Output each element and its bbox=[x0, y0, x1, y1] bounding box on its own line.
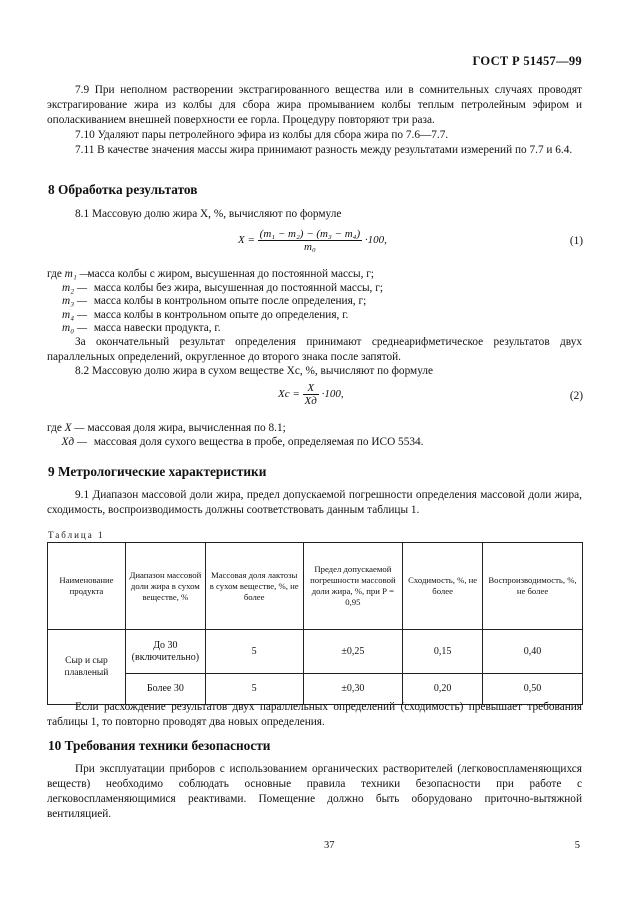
para-7-9: 7.9 При неполном растворении экстрагированного вещества или в сомнительных случаях проводят экстрагирование жира из колбы для сбора жира промыванием колбы теплым петролейным эфиром и ополаскиванием внешней поверхности ее горла. Процедуру повторяют три раза. bbox=[47, 84, 582, 126]
variable-desc: массовая доля сухого вещества в пробе, определяемая по ИСО 5534. bbox=[93, 435, 424, 448]
variable-desc: масса колбы с жиром, высушенная до постоянной массы, г; bbox=[87, 268, 375, 280]
formula-2-label: (2) bbox=[569, 390, 583, 402]
convergence-cell: 0,20 bbox=[403, 674, 483, 705]
lactose-cell: 5 bbox=[205, 674, 303, 705]
formula-2-numerator: X bbox=[303, 382, 319, 395]
formula-2-tail: ·100, bbox=[321, 388, 344, 401]
formula-2-fraction bbox=[303, 382, 319, 407]
variable-row bbox=[47, 309, 383, 323]
para-7-11: 7.11 В качестве значения массы жира принимают разность между результатами измерений по 7.7 и 6.4. bbox=[75, 144, 573, 156]
formula-2 bbox=[278, 382, 344, 407]
formula-1-label: (1) bbox=[569, 235, 583, 247]
product-cell: Сыр и сыр плавленый bbox=[48, 630, 126, 705]
variable-row bbox=[47, 322, 383, 336]
sheet-number: 5 bbox=[574, 840, 580, 851]
variable-desc: масса колбы в контрольном опыте после определения, г; bbox=[93, 295, 367, 308]
variable-symbol: m₁ — bbox=[64, 268, 90, 280]
table-title: Таблица 1 bbox=[48, 530, 105, 540]
variable-symbol: m₃ — bbox=[62, 295, 87, 308]
table-row bbox=[48, 630, 583, 674]
variable-row bbox=[47, 295, 383, 309]
para-final-result: За окончательный результат определения принимают среднеарифметическое результатов двух параллельных определений, округленное до второго знака после запятой. bbox=[47, 336, 582, 363]
limit-cell: ±0,30 bbox=[303, 674, 403, 705]
variable-symbol: Xд — bbox=[61, 435, 87, 448]
variables-list-2 bbox=[47, 422, 423, 449]
range-cell: Более 30 bbox=[125, 674, 205, 705]
range-cell: До 30 (включительно) bbox=[125, 630, 205, 674]
metrology-table bbox=[47, 542, 583, 705]
section-10-heading: 10 Требования техники безопасности bbox=[48, 738, 271, 753]
formula-1-numerator: (m₁ − m₂) − (m₃ − m₄) bbox=[259, 228, 361, 240]
formula-1 bbox=[238, 228, 387, 253]
variable-desc: масса колбы без жира, высушенная до постоянной массы, г; bbox=[93, 281, 383, 294]
formula-1-fraction bbox=[258, 228, 363, 253]
para-8-1: 8.1 Массовую долю жира X, %, вычисляют по формуле bbox=[75, 208, 342, 220]
variable-row bbox=[47, 436, 423, 450]
table-header-cell: Массовая доля лактозы в сухом веществе, %, не более bbox=[205, 543, 303, 630]
variable-symbol: X — bbox=[64, 422, 85, 434]
para-after-table: Если расхождение результатов двух параллельных определений (сходимость) превышает требования таблицы 1, то повторно проводят два новых определения. bbox=[47, 701, 582, 728]
table-header-cell: Предел допускаемой погрешности массовой доли жира, %, при Р = 0,95 bbox=[303, 543, 403, 630]
formula-1-lhs: X = bbox=[238, 234, 255, 247]
para-10: При эксплуатации приборов с использованием органических растворителей (легковоспламеняющихся веществ) необходимо соблюдать основные правила техники безопасности при работе с легковоспламеняющимися реактивами. Помещение должно быть оборудовано приточно-вытяжной вентиляцией. bbox=[47, 763, 582, 820]
section-8-heading: 8 Обработка результатов bbox=[48, 182, 198, 197]
variable-row bbox=[47, 422, 423, 436]
standard-header: ГОСТ Р 51457—99 bbox=[472, 54, 582, 68]
table-header-cell: Наименование продукта bbox=[48, 543, 126, 630]
table-header-row bbox=[48, 543, 583, 630]
para-8-2: 8.2 Массовую долю жира в сухом веществе Xс, %, вычисляют по формуле bbox=[75, 365, 434, 377]
page-number: 37 bbox=[324, 840, 335, 851]
variable-row bbox=[47, 268, 383, 282]
table-header-cell: Сходимость, %, не более bbox=[403, 543, 483, 630]
formula-1-tail: ·100, bbox=[364, 234, 387, 247]
formula-1-denominator: m₀ bbox=[304, 241, 316, 253]
para-7-10: 7.10 Удаляют пары петролейного эфира из колбы для сбора жира по 7.6—7.7. bbox=[75, 129, 449, 141]
table-header-cell: Воспроизводимость, %, не более bbox=[483, 543, 583, 630]
formula-2-denominator: Xд bbox=[304, 395, 317, 407]
lactose-cell: 5 bbox=[205, 630, 303, 674]
variable-desc: масса навески продукта, г. bbox=[93, 322, 221, 335]
variable-desc: масса колбы в контрольном опыте до определения, г. bbox=[93, 308, 349, 321]
formula-2-lhs: Xс = bbox=[278, 388, 300, 401]
limit-cell: ±0,25 bbox=[303, 630, 403, 674]
reproducibility-cell: 0,40 bbox=[483, 630, 583, 674]
variable-symbol: m₄ — bbox=[62, 308, 87, 321]
variable-symbol: m₀ — bbox=[62, 322, 87, 335]
table-header-cell: Диапазон массовой доли жира в сухом веществе, % bbox=[125, 543, 205, 630]
reproducibility-cell: 0,50 bbox=[483, 674, 583, 705]
section-9-heading: 9 Метрологические характеристики bbox=[48, 464, 267, 479]
where-label: где bbox=[47, 422, 62, 434]
convergence-cell: 0,15 bbox=[403, 630, 483, 674]
variable-row bbox=[47, 282, 383, 296]
where-label: где bbox=[47, 268, 62, 280]
variable-symbol: m₂ — bbox=[62, 281, 87, 294]
variable-desc: массовая доля жира, вычисленная по 8.1; bbox=[87, 422, 286, 434]
para-9-1: 9.1 Диапазон массовой доли жира, предел допускаемой погрешности определения массовой доли жира, сходимость, воспроизводимость должны соответствовать данным таблицы 1. bbox=[47, 489, 582, 516]
variables-list-1 bbox=[47, 268, 383, 336]
